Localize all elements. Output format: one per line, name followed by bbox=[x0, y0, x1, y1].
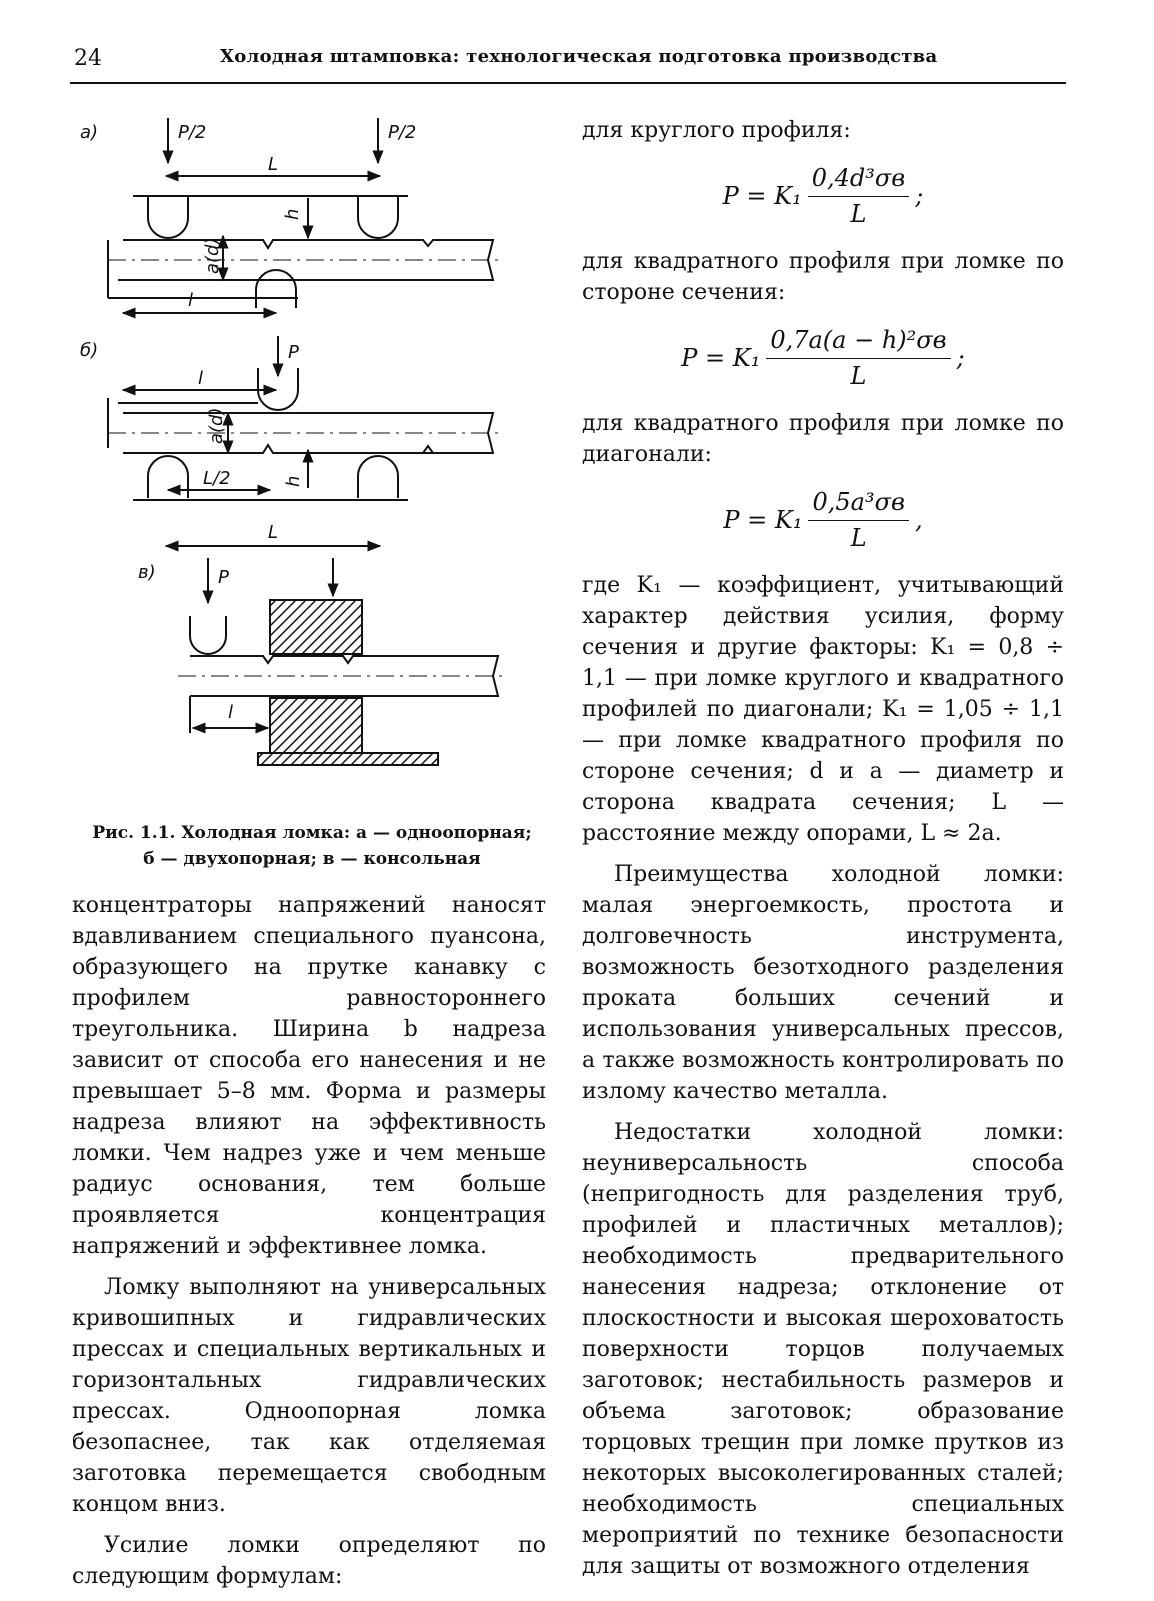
punch-right-a bbox=[358, 196, 398, 238]
paragraph: Недостатки холодной ломки: неуниверсальность способа (непригодность для разделения труб, профилей и пластичных металлов); необходимость предварительного нанесения надреза; отклонение от плоскостности и высокая шероховатость поверхности торцов получаемых заготовок; нестабильность размеров и объема заготовок; образование торцовых трещин при ломке прутков из некоторых высоколегированных сталей; необходимость специальных мероприятий по технике безопасности для защиты от возможного отделения bbox=[582, 1120, 1064, 1579]
formula-numerator: 0,4d³σв bbox=[808, 163, 910, 197]
panel-b-label: б) bbox=[80, 340, 99, 361]
formula-square-side bbox=[582, 308, 1064, 408]
dim-ad-b: a(d) bbox=[206, 407, 227, 444]
dim-L-b: L bbox=[268, 522, 279, 543]
formula-round bbox=[582, 146, 1064, 246]
upper-die-c bbox=[270, 600, 362, 654]
dim-ad-a: a(d) bbox=[202, 237, 223, 274]
caption-line-1: Рис. 1.1. Холодная ломка: а — одноопорная; bbox=[92, 823, 532, 843]
support-left-b bbox=[148, 456, 188, 498]
formula-lhs: P = K₁ bbox=[722, 181, 802, 210]
support-a bbox=[256, 270, 296, 308]
page-number: 24 bbox=[74, 46, 102, 71]
base-c bbox=[258, 753, 438, 765]
page-header bbox=[70, 40, 1070, 80]
formula-denominator: L bbox=[850, 361, 867, 390]
dim-h-b: h bbox=[283, 475, 304, 487]
formula-intro: для квадратного профиля при ломке по диагонали: bbox=[582, 411, 1064, 467]
lower-die-c bbox=[270, 698, 362, 753]
formula-numerator: 0,5a³σв bbox=[808, 487, 908, 521]
panel-a-label: а) bbox=[80, 122, 99, 143]
dim-L-a: L bbox=[268, 154, 279, 175]
paragraph: Преимущества холодной ломки: малая энергоемкость, простота и долговечность инструмента, возможность безотходного разделения проката больших сечений и использования универсальных прессов, а также возможность контролировать по излому качество металла. bbox=[582, 862, 1064, 1104]
dim-L2-b: L/2 bbox=[203, 468, 231, 489]
figure-caption bbox=[72, 820, 552, 872]
running-title: Холодная штамповка: технологическая подготовка производства bbox=[220, 46, 938, 67]
formula-intro: для квадратного профиля при ломке по стороне сечения: bbox=[582, 249, 1064, 305]
caption-line-2: б — двухопорная; в — консольная bbox=[143, 849, 481, 869]
formula-fraction bbox=[808, 487, 908, 554]
force-half-left: P/2 bbox=[178, 122, 207, 143]
paragraph: концентраторы напряжений наносят вдавливанием специального пуансона, образующего на прутке канавку с профилем равностороннего треугольника. Ширина b надреза зависит от способа его нанесения и не превышает 5–8 мм. Форма и размеры надреза влияют на эффективность ломки. Чем надрез уже и чем меньше радиус основания, тем больше проявляется концентрация напряжений и эффективнее ломка. bbox=[72, 893, 546, 1259]
header-rule bbox=[70, 82, 1066, 84]
dim-l-a: l bbox=[188, 290, 194, 311]
paragraph: Усилие ломки определяют по следующим формулам: bbox=[72, 1533, 546, 1589]
panel-c-label: в) bbox=[138, 562, 156, 583]
right-column bbox=[582, 115, 1064, 1582]
formula-fraction bbox=[766, 325, 950, 392]
formula-denominator: L bbox=[850, 523, 867, 552]
paragraph: где K₁ — коэффициент, учитывающий характер действия усилия, форму сечения и другие факторы: K₁ = 0,8 ÷ 1,1 — при ломке круглого и квадратного профилей по диагонали; K₁ = 1,05 ÷ 1,1 — при ломке квадратного профиля по стороне сечения; d и a — диаметр и сторона квадрата сечения; L — расстояние между опорами, L ≈ 2a. bbox=[582, 573, 1064, 846]
punch-left-a bbox=[148, 196, 188, 238]
formula-denominator: L bbox=[850, 199, 867, 228]
support-right-b bbox=[358, 456, 398, 498]
formula-tail: ; bbox=[915, 181, 924, 210]
formula-square-diagonal bbox=[582, 470, 1064, 570]
dim-l-b: l bbox=[198, 368, 204, 389]
force-c: P bbox=[218, 567, 229, 588]
left-column bbox=[72, 890, 546, 1592]
punch-c bbox=[190, 616, 226, 654]
formula-intro: для круглого профиля: bbox=[582, 118, 851, 143]
formula-tail: , bbox=[914, 505, 923, 534]
force-half-right: P/2 bbox=[388, 122, 417, 143]
formula-tail: ; bbox=[956, 343, 965, 372]
force-b: P bbox=[288, 342, 299, 363]
figure-cold-breaking bbox=[78, 108, 558, 808]
dim-l-c: l bbox=[228, 702, 234, 723]
formula-lhs: P = K₁ bbox=[723, 505, 803, 534]
paragraph: Ломку выполняют на универсальных кривошипных и гидравлических прессах и специальных вертикальных и горизонтальных гидравлических прессах. Одноопорная ломка безопаснее, так как отделяемая заготовка перемещается свободным концом вниз. bbox=[72, 1275, 546, 1517]
formula-numerator: 0,7a(a − h)²σв bbox=[766, 325, 950, 359]
dim-h-a: h bbox=[282, 208, 303, 220]
formula-lhs: P = K₁ bbox=[681, 343, 761, 372]
formula-fraction bbox=[808, 163, 910, 230]
